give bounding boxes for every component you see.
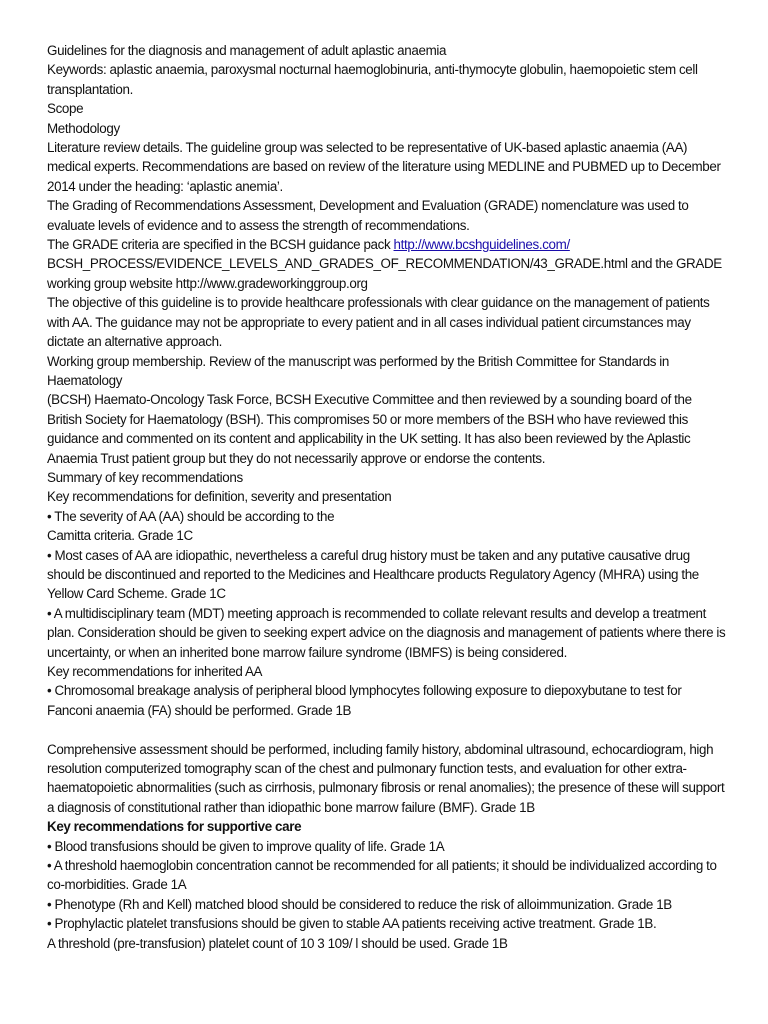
working-group-paragraph: Working group membership. Review of the manuscript was performed by the British Committee for Standards in Haematology — [47, 353, 670, 388]
comprehensive-assessment-paragraph: Comprehensive assessment should be performed, including family history, abdominal ultrasound, echocardiogram, high resolution computerized tomography scan of the chest and pulmonary function tests, and evaluation for other extra-haematopoietic abnormalities (such as cirrhosis, pulmonary fibrosis or renal anomalies); the presence of these will support a diagnosis of constitutional rather than idiopathic bone marrow failure (BMF). Grade 1B — [47, 741, 725, 815]
supportive-care-heading: Key recommendations for supportive care — [47, 819, 302, 835]
keywords: Keywords: aplastic anaemia, paroxysmal nocturnal haemoglobinuria, anti-thymocyte globulin, haemopoietic stem cell transplantation. — [47, 62, 698, 97]
objective-paragraph: The objective of this guideline is to provide healthcare professionals with clear guidance on the management of patients with AA. The guidance may not be appropriate to every patient and in all cases individual patient circumstances may dictate an alternative approach. — [47, 295, 710, 350]
supportive-bullet-platelets: • Prophylactic platelet transfusions should be given to stable AA patients receiving active treatment. Grade 1B. — [47, 916, 657, 932]
platelet-threshold-paragraph: A threshold (pre-transfusion) platelet count of 10 3 109/ l should be used. Grade 1B — [47, 935, 508, 951]
blank-line — [47, 720, 727, 739]
document-title: Guidelines for the diagnosis and management of adult aplastic anaemia — [47, 43, 447, 58]
definition-bullet-idiopathic: • Most cases of AA are idiopathic, nevertheless a careful drug history must be taken and any putative causative drug should be discontinued and reported to the Medicines and Healthcare products Regulatory Agency (MHRA) using the Yellow Card Scheme. Grade 1C — [47, 547, 699, 602]
bcsh-review-paragraph: (BCSH) Haemato-Oncology Task Force, BCSH Executive Committee and then reviewed by a sounding board of the British Society for Haematology (BSH). This compromises 50 or more members of the BSH who have reviewed this guidance and commented on its content and applicability in the UK setting. It has also been reviewed by the Aplastic Anaemia Trust patient group but they do not necessarily approve or endorse the contents. — [47, 392, 692, 466]
bcsh-guidelines-link[interactable]: http://www.bcshguidelines.com/ — [393, 237, 570, 253]
grade-nomenclature-paragraph: The Grading of Recommendations Assessment, Development and Evaluation (GRADE) nomenclature was used to evaluate levels of evidence and to assess the strength of recommendations. — [47, 198, 689, 233]
grade-criteria-paragraph — [47, 235, 727, 293]
supportive-bullet-transfusions: • Blood transfusions should be given to improve quality of life. Grade 1A — [47, 838, 445, 854]
grade-criteria-prefix: The GRADE criteria are specified in the BCSH guidance pack — [47, 237, 394, 253]
definition-heading: Key recommendations for definition, severity and presentation — [47, 489, 392, 505]
definition-bullet-mdt: • A multidisciplinary team (MDT) meeting approach is recommended to collate relevant results and develop a treatment plan. Consideration should be given to seeking expert advice on the diagnosis and management of patients where there is uncertainty, or when an inherited bone marrow failure syndrome (IBMFS) is being considered. — [47, 605, 726, 660]
supportive-bullet-phenotype: • Phenotype (Rh and Kell) matched blood should be considered to reduce the risk of alloimmunization. Grade 1B — [47, 896, 672, 912]
inherited-heading: Key recommendations for inherited AA — [47, 664, 263, 679]
literature-review-paragraph: Literature review details. The guideline group was selected to be representative of UK-based aplastic anaemia (AA) medical experts. Recommendations are based on review of the literature using MEDLINE and PUBMED up to December 2014 under the heading: ‘aplastic anemia’. — [47, 140, 721, 194]
inherited-bullet-breakage-analysis: • Chromosomal breakage analysis of peripheral blood lymphocytes following exposure to diepoxybutane to test for Fanconi anaemia (FA) should be performed. Grade 1B — [47, 683, 682, 718]
document-body — [47, 41, 727, 953]
summary-heading: Summary of key recommendations — [47, 469, 243, 485]
methodology-heading: Methodology — [47, 120, 120, 136]
definition-bullet-severity: • The severity of AA (AA) should be according to the — [47, 508, 335, 524]
scope-heading: Scope — [47, 101, 84, 117]
definition-bullet-severity-grade: Camitta criteria. Grade 1C — [47, 528, 193, 544]
supportive-bullet-haemoglobin: • A threshold haemoglobin concentration cannot be recommended for all patients; it should be individualized according to co-morbidities. Grade 1A — [47, 858, 717, 893]
grade-criteria-suffix: BCSH_PROCESS/EVIDENCE_LEVELS_AND_GRADES_OF_RECOMMENDATION/43_GRADE.html and the GRADE working group website http://www.gradeworkinggroup.org — [47, 256, 722, 291]
